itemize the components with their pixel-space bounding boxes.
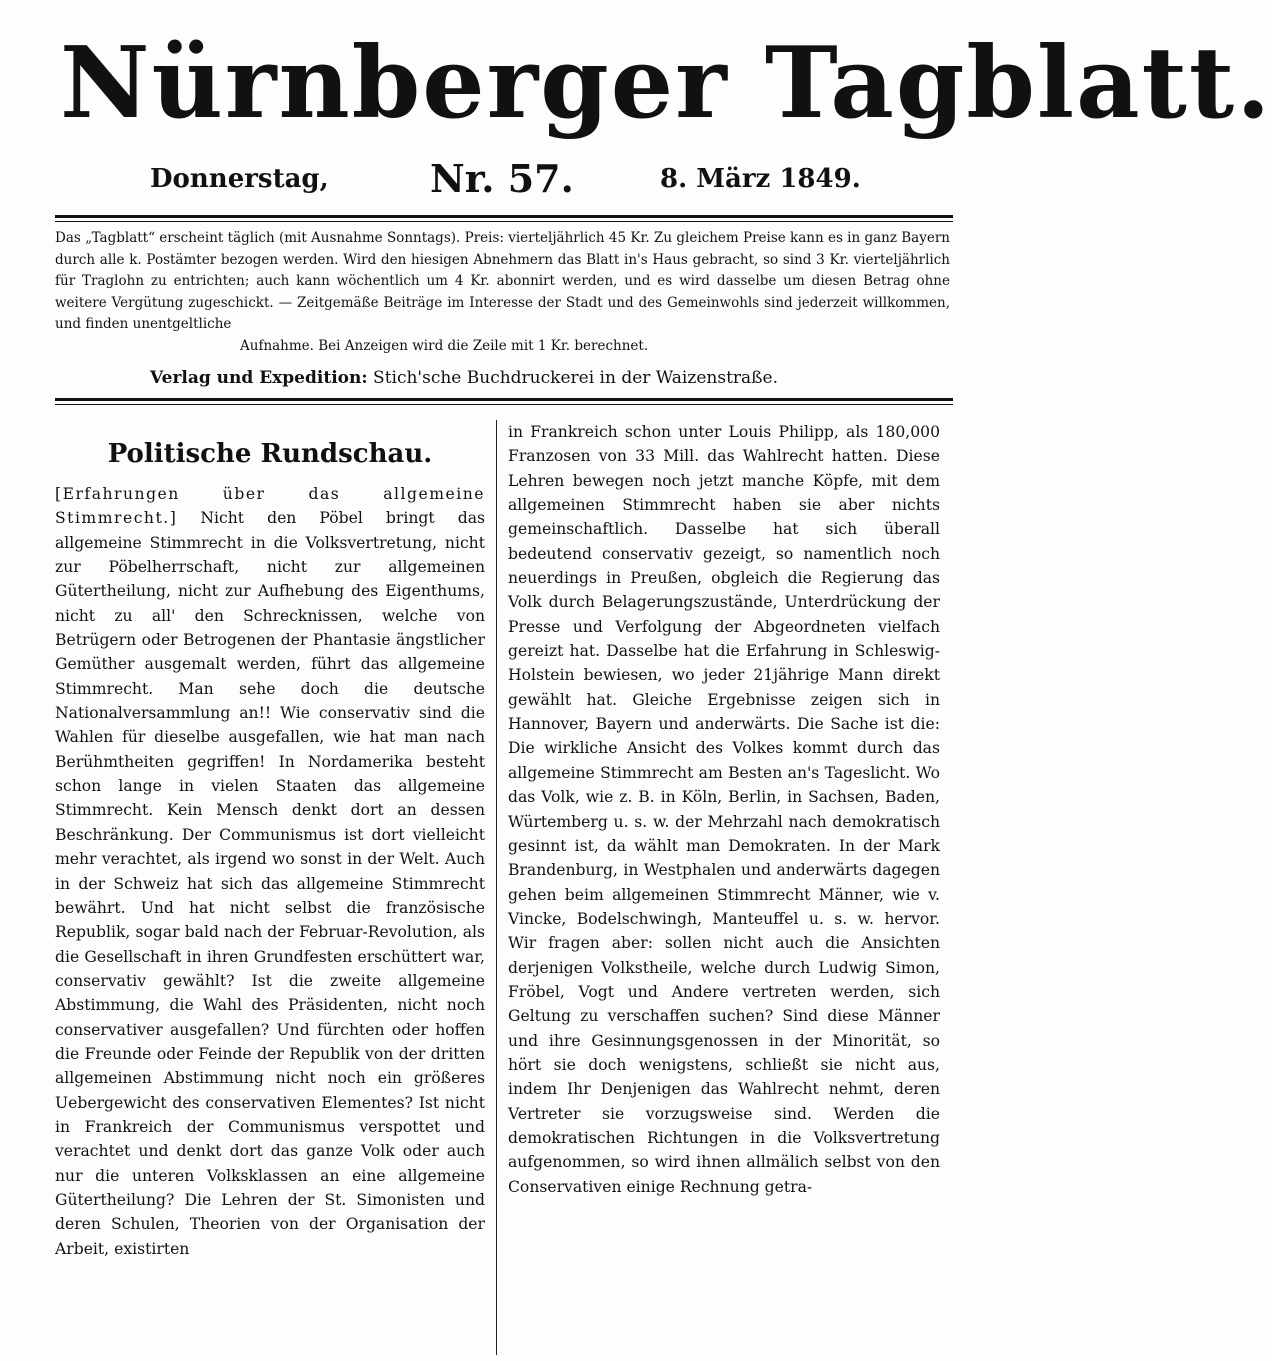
notice-last-line: Aufnahme. Bei Anzeigen wird die Zeile mit 1 Kr. berechnet. [240, 337, 649, 354]
notice-text: Das „Tagblatt“ erscheint täglich (mit Ausnahme Sonntags). Preis: vierteljährlich 45 Kr. Zu gleichem Preise kann es in ganz Bayern durch alle k. Postämter bezogen werden. Wird den hiesigen Abnehmern das Blatt in's Haus gebracht, so sind 3 Kr. vierteljährlich für Traglohn zu entrichten; auch kann wöchentlich um 4 Kr. abonnirt werden, und es wird dasselbe um diesen Betrag ohne weitere Vergütung zugeschickt. — Zeitgemäße Beiträge im Interesse der Stadt und des Gemeinwohls sind jederzeit willkommen, und finden unentgeltliche [55, 230, 950, 332]
weekday: Donnerstag, [150, 164, 329, 194]
article-left-column [55, 420, 485, 1355]
top-rule-thin [55, 221, 953, 222]
article-left-body: Nicht den Pöbel bringt das allgemeine Stimmrecht in die Volksvertretung, nicht zur Pöbelherrschaft, nicht zur allgemeinen Gütertheilung, nicht zur Aufhebung des Eigenthums, nicht zu all' den Schrecknissen, welche von Betrügern oder Betrogenen der Phantasie ängstlicher Gemüther ausgemalt werden, führt das allgemeine Stimmrecht. Man sehe doch die deutsche Nationalversammlung an!! Wie conservativ sind die Wahlen für dieselbe ausgefallen, wie hat man nach Berühmtheiten gegriffen! In Nordamerika besteht schon lange in vielen Staaten das allgemeine Stimmrecht. Kein Mensch denkt dort an dessen Beschränkung. Der Communismus ist dort vielleicht mehr verachtet, als irgend wo sonst in der Welt. Auch in der Schweiz hat sich das allgemeine Stimmrecht bewährt. Und hat nicht selbst die französische Republik, sogar bald nach der Februar-Revolution, als die Gesellschaft in ihren Grundfesten erschüttert war, conservativ gewählt? Ist die zweite allgemeine Abstimmung, die Wahl des Präsidenten, nicht noch conservativer ausgefallen? Und fürchten oder hoffen die Freunde oder Feinde der Republik von der dritten allgemeinen Abstimmung nicht noch ein größeres Uebergewicht des conservativen Elementes? Ist nicht in Frankreich der Communismus verspottet und verachtet und denkt dort das ganze Volk oder auch nur die unteren Volksklassen an eine allgemeine Gütertheilung? Die Lehren der St. Simonisten und deren Schulen, Theorien von der Organisation der Arbeit, existirten [55, 509, 485, 1258]
column-divider [496, 420, 497, 1355]
header-rule [55, 398, 953, 401]
masthead-title: Nürnberger Tagblatt. [60, 26, 1272, 141]
section-heading: Politische Rundschau. [107, 439, 433, 469]
article-right-column [508, 420, 940, 1355]
issue-number: Nr. 57. [430, 156, 574, 201]
issue-date: 8. März 1849. [660, 164, 861, 194]
dateline [0, 156, 1000, 206]
article-right-body: in Frankreich schon unter Louis Philipp, als 180,000 Franzosen von 33 Mill. das Wahlrecht hatten. Diese Lehren bewegen noch jetzt manche Köpfe, mit dem allgemeinen Stimmrecht haben sie aber nichts gemeinschaftlich. Dasselbe hat sich überall bedeutend conservativ gezeigt, so namentlich noch neuerdings in Preußen, obgleich die Regierung das Volk durch Belagerungszustände, Unterdrückung der Presse und Verfolgung der Abgeordneten vielfach gereizt hat. Dasselbe hat die Erfahrung in Schleswig-Holstein bewiesen, wo jeder 21jährige Mann direkt gewählt hat. Gleiche Ergebnisse zeigen sich in Hannover, Bayern und anderwärts. Die Sache ist die: Die wirkliche Ansicht des Volkes kommt durch das allgemeine Stimmrecht am Besten an's Tageslicht. Wo das Volk, wie z. B. in Köln, Berlin, in Sachsen, Baden, Würtemberg u. s. w. der Mehrzahl nach demokratisch gesinnt ist, da wählt man Demokraten. In der Mark Brandenburg, in Westphalen und anderwärts dagegen gehen beim allgemeinen Stimmrecht Männer, wie v. Vincke, Bodelschwingh, Manteuffel u. s. w. hervor. Wir fragen aber: sollen nicht auch die Ansichten derjenigen Volkstheile, welche durch Ludwig Simon, Fröbel, Vogt und Andere vertreten werden, sich Geltung zu verschaffen suchen? Sind diese Männer und ihre Gesinnungsgenossen in der Minorität, so hört sie doch wenigstens, schließt sie nicht aus, indem Ihr Denjenigen das Wahlrecht nehmt, deren Vertreter sie vorzugsweise sind. Werden die demokratischen Richtungen in die Volksvertretung aufgenommen, so wird ihnen allmälich selbst von den Conservativen einige Rechnung getra- [508, 423, 940, 1196]
top-rule [55, 215, 953, 218]
header-rule-thin [55, 404, 953, 405]
article-lead: [Erfahrungen über das allgemeine Stimmrecht.] [55, 485, 485, 528]
article-left-text [55, 482, 485, 1261]
publisher-line [150, 366, 930, 390]
publisher-text: Stich'sche Buchdruckerei in der Waizenstraße. [373, 368, 778, 388]
publisher-label: Verlag und Expedition: [150, 368, 368, 388]
subscription-notice [55, 228, 950, 357]
